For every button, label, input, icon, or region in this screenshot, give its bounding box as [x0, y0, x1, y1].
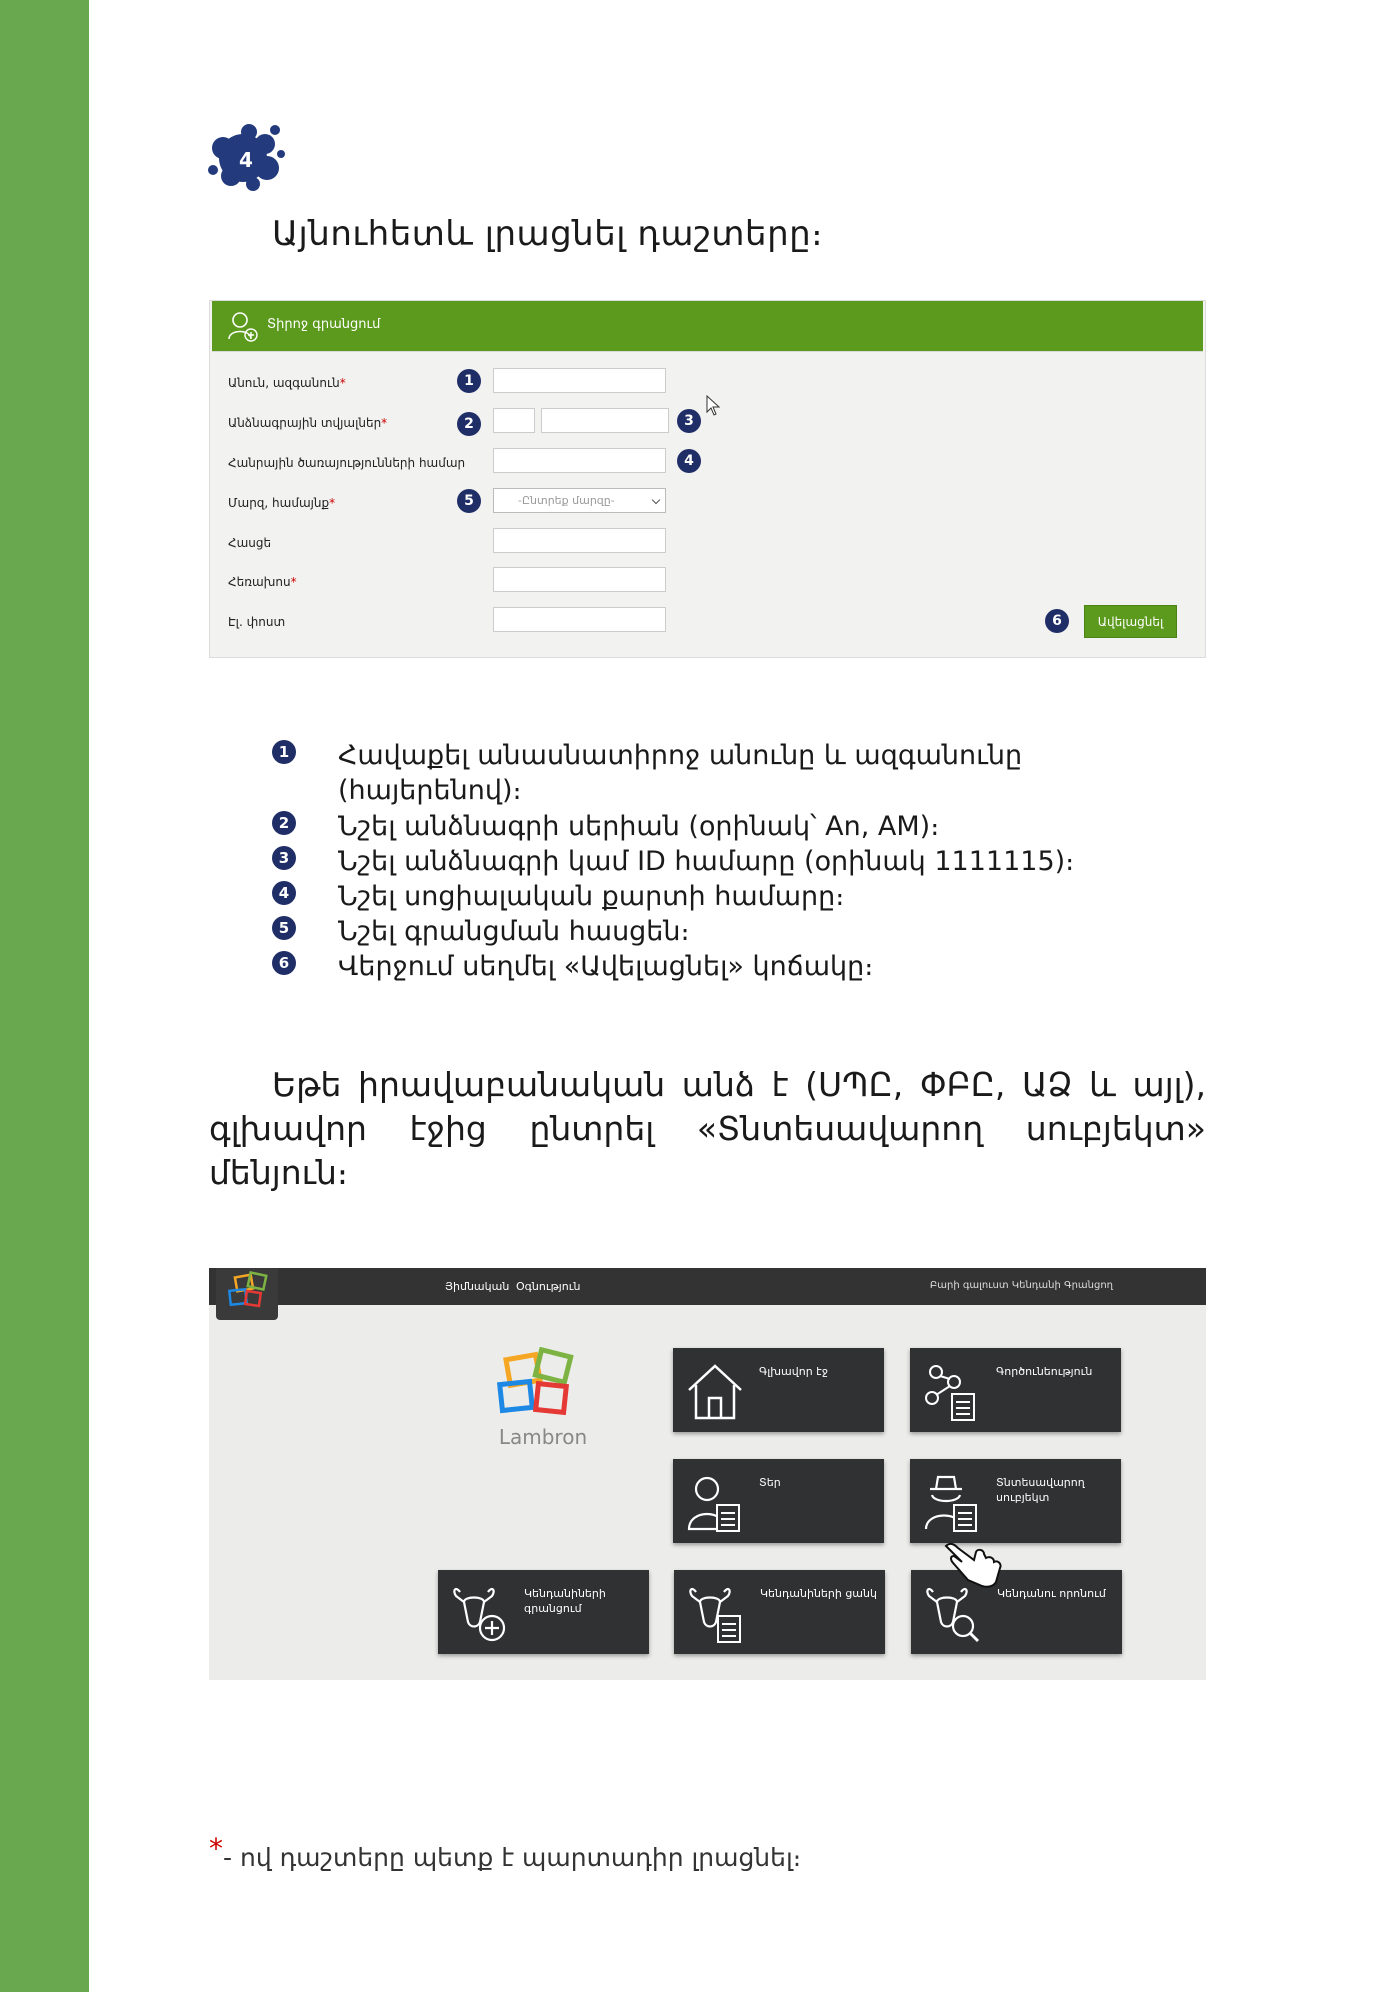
tile-animal-list[interactable] — [674, 1570, 885, 1654]
lambron-brand — [493, 1347, 593, 1453]
form-screenshot — [209, 300, 1206, 658]
label-passport: Անձնագրային տվյալներ* — [228, 416, 388, 430]
passport-series-input[interactable] — [493, 408, 535, 433]
marker-3: 3 — [677, 409, 701, 433]
tile-label: Տնտեսավարող սուբյեկտ — [996, 1476, 1085, 1504]
chevron-down-icon — [652, 496, 660, 504]
form-header — [212, 301, 1203, 352]
instruction-text: Վերջում սեղմել «Ավելացնել» կոճակը։ — [338, 951, 874, 982]
instruction-text: Նշել գրանցման հասցեն։ — [338, 916, 690, 947]
tile-label: Գործունեություն — [996, 1365, 1093, 1378]
tile-activity[interactable] — [910, 1348, 1121, 1432]
instruction-text: Նշել անձնագրի կամ ID համարը (օրինակ 1111115)։ — [338, 846, 1075, 877]
step-badge — [205, 118, 287, 194]
instruction-text: Նշել սոցիալական քարտի համարը։ — [338, 881, 845, 912]
form-title: Տիրոջ գրանցում — [267, 317, 381, 332]
nav-help[interactable]: Օգնություն — [516, 1280, 581, 1293]
tile-business-entity[interactable] — [910, 1459, 1121, 1543]
nav-main[interactable]: Յիմնական — [445, 1280, 510, 1293]
legal-entity-paragraph: Եթե իրավաբանական անձ է (ՍՊԸ, ՓԲԸ, ԱՁ և այլ), գլխավոր էջից ընտրել «Տնտեսավարող սուբյեկտ» մենյուն։ — [209, 1065, 1206, 1192]
instruction-marker: 6 — [272, 951, 296, 975]
small-logo[interactable] — [216, 1268, 278, 1320]
tile-owner[interactable] — [673, 1459, 884, 1543]
footnote — [209, 1832, 802, 1873]
tile-label: Կենդանիների ցանկ — [760, 1587, 877, 1600]
owner-person-icon — [685, 1471, 745, 1533]
label-phone: Հեռախոս* — [228, 575, 297, 589]
label-email: Էլ. փոստ — [228, 615, 286, 629]
brand-name: Lambron — [498, 1425, 588, 1449]
top-nav-bar — [209, 1268, 1206, 1305]
address-input[interactable] — [493, 528, 666, 553]
tile-animal-registration[interactable] — [438, 1570, 649, 1654]
label-public-service-number: Հանրային ծառայությունների համար — [228, 456, 466, 470]
instruction-text: Նշել անձնագրի սերիան (օրինակ՝ An, AM)։ — [338, 811, 940, 842]
mouse-pointer-icon — [706, 395, 722, 417]
tile-home[interactable] — [673, 1348, 884, 1432]
marker-2: 2 — [457, 412, 481, 436]
activity-network-icon — [922, 1360, 982, 1422]
animal-list-icon — [686, 1582, 746, 1644]
lambron-logo-large-icon — [493, 1347, 593, 1427]
page-heading: Այնուհետև լրացնել դաշտերը։ — [272, 214, 824, 254]
instruction-marker: 5 — [272, 916, 296, 940]
footnote-text: - ով դաշտերը պետք է պարտադիր լրացնել։ — [223, 1843, 802, 1872]
menu-screenshot — [209, 1268, 1206, 1680]
phone-input[interactable] — [493, 567, 666, 592]
email-input[interactable] — [493, 607, 666, 632]
marker-6: 6 — [1045, 609, 1069, 633]
marker-5: 5 — [457, 489, 481, 513]
home-icon — [685, 1360, 745, 1422]
animal-search-icon — [923, 1582, 983, 1644]
passport-number-input[interactable] — [541, 408, 669, 433]
business-person-icon — [922, 1471, 982, 1533]
full-name-input[interactable] — [493, 368, 666, 393]
marker-4: 4 — [677, 449, 701, 473]
tile-label: Կենդանու որոնում — [997, 1587, 1106, 1600]
tile-label: Գլխավոր էջ — [759, 1365, 829, 1378]
animal-add-icon — [450, 1582, 510, 1644]
welcome-text: Բարի գալուստ Կենդանի Գրանցող — [929, 1280, 1113, 1291]
instruction-marker: 1 — [272, 740, 296, 764]
lambron-logo-icon — [216, 1268, 278, 1320]
region-select[interactable]: -Ընտրեք մարզը- — [493, 488, 666, 513]
instruction-text: Հավաքել անասնատիրոջ անունը և ազգանունը (հայերենով)։ — [338, 740, 1023, 806]
label-address: Հասցե — [228, 536, 272, 550]
marker-1: 1 — [457, 369, 481, 393]
instruction-marker: 4 — [272, 881, 296, 905]
tile-label: Կենդանիների գրանցում — [524, 1587, 606, 1615]
add-user-icon — [226, 309, 260, 343]
step-number: 4 — [239, 148, 253, 172]
sidebar-stripe — [0, 0, 89, 1992]
label-region: Մարզ, համայնք* — [228, 496, 336, 510]
public-service-number-input[interactable] — [493, 448, 666, 473]
instruction-marker: 3 — [272, 846, 296, 870]
tile-animal-search[interactable] — [911, 1570, 1122, 1654]
required-star: * — [209, 1832, 223, 1865]
label-full-name: Անուն, ազգանուն* — [228, 376, 346, 390]
tile-label: Տեր — [759, 1476, 781, 1489]
pointing-hand-icon — [944, 1538, 1006, 1588]
add-button[interactable]: Ավելացնել — [1084, 605, 1177, 638]
instruction-marker: 2 — [272, 811, 296, 835]
